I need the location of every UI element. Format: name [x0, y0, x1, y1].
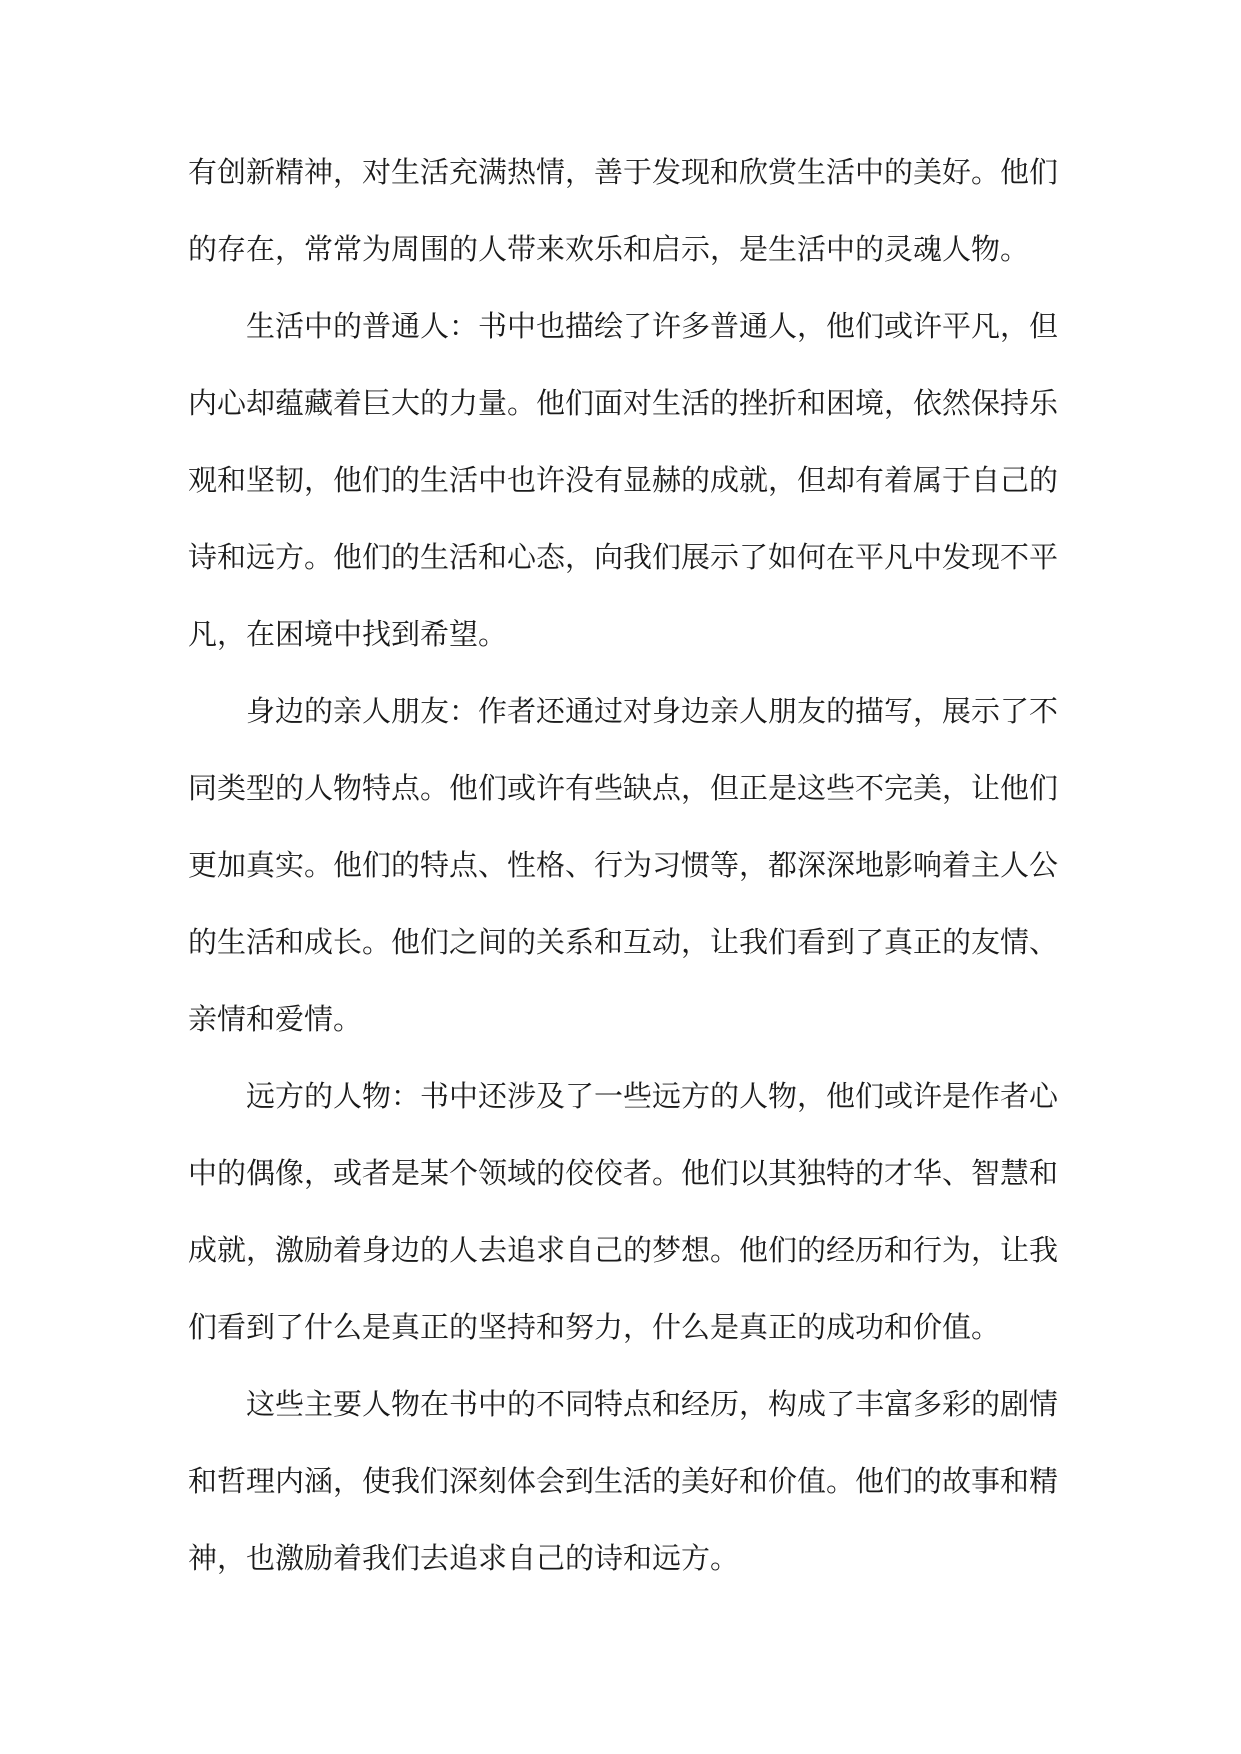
- text-line: 内心却蕴藏着巨大的力量。他们面对生活的挫折和困境，依然保持乐: [188, 386, 1059, 420]
- text-line: 神，也激励着我们去追求自己的诗和远方。: [188, 1541, 740, 1575]
- text-line: 中的偶像，或者是某个领域的佼佼者。他们以其独特的才华、智慧和: [188, 1156, 1059, 1190]
- body-text: [188, 148, 1068, 1611]
- paragraph-start-line: 生活中的普通人：书中也描绘了许多普通人，他们或许平凡，但: [246, 309, 1059, 343]
- paragraph-start-line: 远方的人物：书中还涉及了一些远方的人物，他们或许是作者心: [246, 1079, 1059, 1113]
- text-line: 有创新精神，对生活充满热情，善于发现和欣赏生活中的美好。他们: [188, 155, 1059, 189]
- text-line: 同类型的人物特点。他们或许有些缺点，但正是这些不完美，让他们: [188, 771, 1059, 805]
- text-line: 更加真实。他们的特点、性格、行为习惯等，都深深地影响着主人公: [188, 848, 1059, 882]
- text-line: 观和坚韧，他们的生活中也许没有显赫的成就，但却有着属于自己的: [188, 463, 1059, 497]
- text-line: 的生活和成长。他们之间的关系和互动，让我们看到了真正的友情、: [188, 925, 1059, 959]
- text-line: 的存在，常常为周围的人带来欢乐和启示，是生活中的灵魂人物。: [188, 232, 1030, 266]
- paragraph-start-line: 身边的亲人朋友：作者还通过对身边亲人朋友的描写，展示了不: [246, 694, 1059, 728]
- text-line: 和哲理内涵，使我们深刻体会到生活的美好和价值。他们的故事和精: [188, 1464, 1059, 1498]
- text-line: 诗和远方。他们的生活和心态，向我们展示了如何在平凡中发现不平: [188, 540, 1059, 574]
- paragraph-start-line: 这些主要人物在书中的不同特点和经历，构成了丰富多彩的剧情: [246, 1387, 1059, 1421]
- text-line: 凡，在困境中找到希望。: [188, 617, 508, 651]
- text-line: 们看到了什么是真正的坚持和努力，什么是真正的成功和价值。: [188, 1310, 1001, 1344]
- text-line: 亲情和爱情。: [188, 1002, 363, 1036]
- text-line: 成就，激励着身边的人去追求自己的梦想。他们的经历和行为，让我: [188, 1233, 1059, 1267]
